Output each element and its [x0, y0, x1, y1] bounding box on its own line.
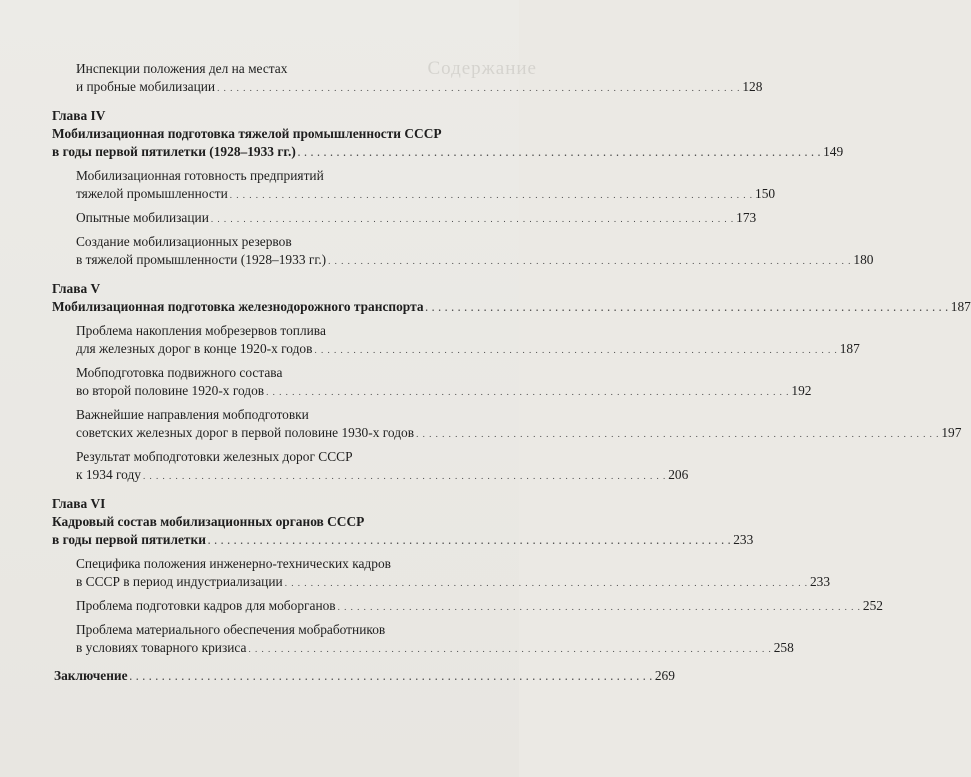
- toc-entry-text: Проблема подготовки кадров для моборганов: [76, 598, 336, 613]
- page-number: 187: [839, 341, 860, 356]
- page-number: 206: [668, 467, 689, 482]
- toc-entry-text: в годы первой пятилетки: [52, 532, 206, 547]
- toc-entry-text: тяжелой промышленности: [76, 186, 228, 201]
- toc-entry-line: Инспекции положения дел на местах: [76, 61, 288, 76]
- toc-entry-text: во второй половине 1920-х годов: [76, 383, 265, 398]
- toc-item: [52, 555, 831, 592]
- toc-entry-line-last: [52, 143, 844, 162]
- toc-entry-text: в тяжелой промышленности (1928–1933 гг.): [76, 252, 327, 267]
- toc-item: [52, 621, 794, 658]
- toc-entry-line-last: [52, 251, 874, 270]
- toc-item: [52, 448, 689, 485]
- toc-entry-line-last: [52, 340, 860, 359]
- chapter-label: Глава VI: [52, 496, 106, 511]
- page-number: 180: [853, 252, 874, 267]
- dot-leader: [230, 185, 753, 204]
- toc-chapter: [52, 495, 754, 550]
- toc-entry-line-last: [52, 573, 831, 592]
- dot-leader: [266, 382, 789, 401]
- toc-item: [52, 597, 883, 616]
- toc-chapter: [52, 280, 971, 317]
- toc-entry-text: Опытные мобилизации: [76, 210, 209, 225]
- toc-entry-line: Создание мобилизационных резервов: [76, 234, 292, 249]
- toc-item: [52, 322, 860, 359]
- dot-leader: [338, 597, 861, 616]
- toc-entry-line-last: [52, 639, 794, 658]
- dot-leader: [208, 531, 731, 550]
- toc-entry-line-last: [52, 209, 757, 228]
- toc-entry-line-last: [52, 466, 689, 485]
- toc-item: [52, 233, 874, 270]
- dot-leader: [426, 298, 949, 317]
- toc-entry-line: Проблема материального обеспечения мобработников: [76, 622, 386, 637]
- toc-entry-line: Мобилизационная подготовка тяжелой промышленности СССР: [52, 126, 442, 141]
- chapter-label: Глава IV: [52, 108, 106, 123]
- dot-leader: [298, 143, 821, 162]
- toc-entry-text: и пробные мобилизации: [76, 79, 216, 94]
- page-number: 269: [654, 668, 675, 683]
- toc-item: [52, 167, 776, 204]
- dot-leader: [248, 639, 771, 658]
- toc-entry-text: для железных дорог в конце 1920-х годов: [76, 341, 313, 356]
- dot-leader: [130, 667, 653, 686]
- page-number: 252: [862, 598, 883, 613]
- toc-entry-text: Мобилизационная подготовка железнодорожного транспорта: [52, 299, 424, 314]
- dot-leader: [217, 78, 740, 97]
- toc-entry-line: Проблема накопления мобрезервов топлива: [76, 323, 326, 338]
- toc-entry-line: Мобподготовка подвижного состава: [76, 365, 283, 380]
- chapter-label: Глава V: [52, 281, 101, 296]
- page-number: 233: [809, 574, 831, 589]
- toc-entry-line-last: [52, 597, 883, 616]
- toc-entry-line: Результат мобподготовки железных дорог СССР: [76, 449, 353, 464]
- show-through-heading: Содержание: [427, 58, 537, 79]
- dot-leader: [143, 466, 666, 485]
- dot-leader: [328, 251, 851, 270]
- toc-entry-text: советских железных дорог в первой половине 1930-х годов: [76, 425, 415, 440]
- dot-leader: [314, 340, 837, 359]
- toc-chapter: [52, 107, 844, 162]
- page-number: 187: [950, 299, 971, 314]
- toc-entry-line-last: [52, 78, 763, 97]
- toc-entry-line: Мобилизационная готовность предприятий: [76, 168, 324, 183]
- page-number: 258: [773, 640, 794, 655]
- toc-entry-line-last: [52, 185, 776, 204]
- toc-item: [52, 209, 757, 228]
- toc-entry-text: Заключение: [54, 668, 128, 683]
- toc-entry-line-last: [52, 531, 754, 550]
- page-number: 149: [823, 144, 844, 159]
- toc-item: [52, 406, 962, 443]
- toc-entry-line-last: [52, 382, 812, 401]
- toc-entry-line-last: [52, 298, 971, 317]
- toc-entry-text: к 1934 году: [76, 467, 141, 482]
- dot-leader: [416, 424, 939, 443]
- dot-leader: [211, 209, 734, 228]
- toc-entry-line: Кадровый состав мобилизационных органов СССР: [52, 514, 365, 529]
- toc-entry-line-last: [54, 667, 675, 686]
- toc-entry-line: Важнейшие направления мобподготовки: [76, 407, 309, 422]
- page-number: 173: [736, 210, 757, 225]
- page-number: 128: [742, 79, 763, 94]
- toc-entry-text: в условиях товарного кризиса: [76, 640, 247, 655]
- toc-conclusion: [52, 667, 675, 686]
- toc-entry-line-last: [52, 424, 962, 443]
- page-number: 150: [755, 186, 776, 201]
- toc-entry-text: в СССР в период индустриализации: [76, 574, 283, 589]
- dot-leader: [285, 573, 808, 592]
- toc-entry-text: в годы первой пятилетки (1928–1933 гг.): [52, 144, 296, 159]
- toc-item: [52, 364, 812, 401]
- toc-entry-line: Специфика положения инженерно-технических кадров: [76, 556, 391, 571]
- page-number: 233: [733, 532, 754, 547]
- page-number: 192: [791, 383, 812, 398]
- page-number: 197: [941, 425, 962, 440]
